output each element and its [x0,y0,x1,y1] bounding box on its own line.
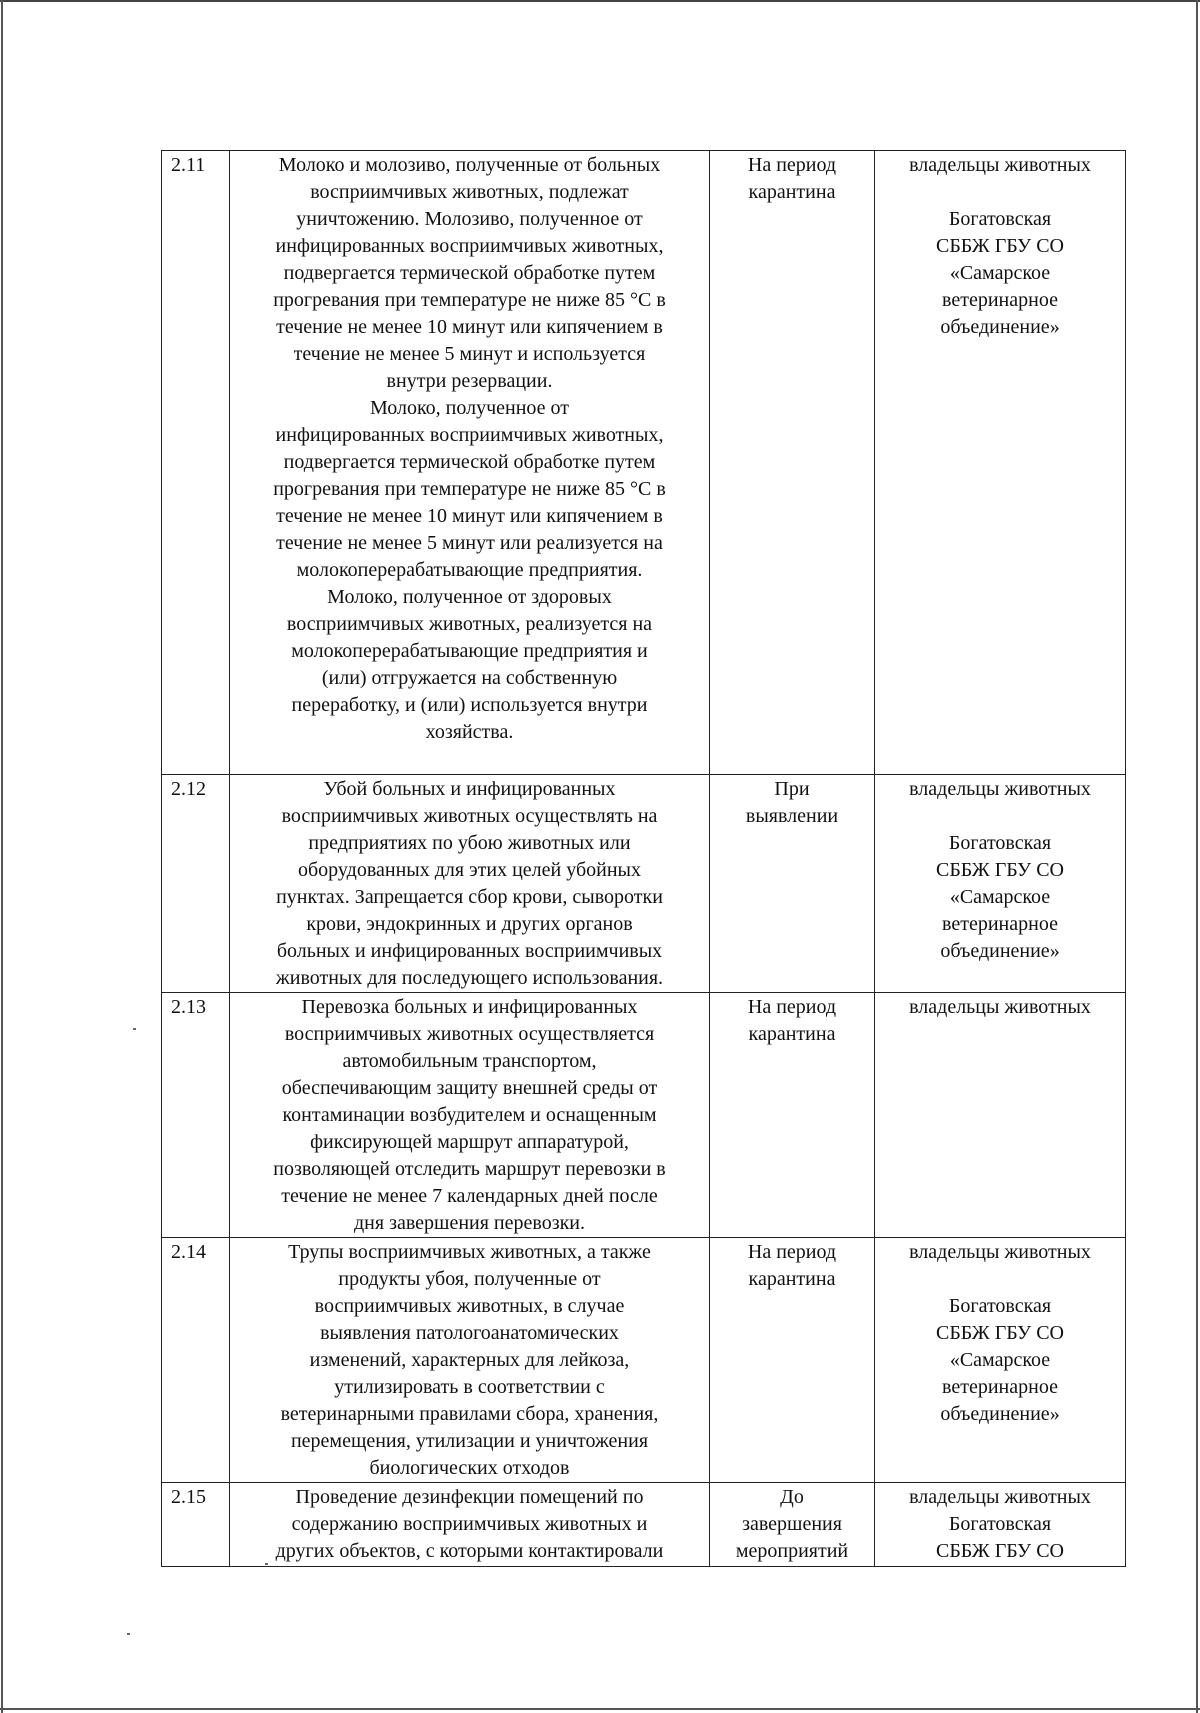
item-number: 2.15 [162,1483,230,1567]
responsible-party [875,151,1126,775]
responsible-org-line: Богатовская [948,208,1052,230]
term-line: карантина [748,181,836,203]
description-line: фиксирующей маршрут аппаратурой, [310,1131,629,1153]
responsible-org-line: СББЖ ГБУ СО [935,235,1065,257]
description-line: утилизировать в соответствии с [334,1376,605,1398]
page-border-top [0,0,1200,2]
responsible-party [875,775,1126,993]
scan-speck [133,1028,136,1030]
responsible-owners: владельцы животных [909,1241,1091,1263]
description-line: Перевозка больных и инфицированных [301,996,638,1018]
responsible-party [875,1483,1126,1567]
term-line: На период [747,1241,837,1263]
description-line: других объектов, с которыми контактировали [275,1540,664,1562]
description-line: обеспечивающим защиту внешней среды от [281,1077,658,1099]
responsible-party [875,993,1126,1238]
description-line: позволяющей отследить маршрут перевозки в [273,1158,666,1180]
description-line: молокоперерабатывающие предприятия и [291,640,648,662]
description-line: крови, эндокринных и других органов [306,913,633,935]
table-row [162,151,1126,775]
description-line: течение не менее 10 минут или кипячением в [276,505,663,527]
term-line: выявлении [745,805,839,827]
responsible-owners: владельцы животных [909,1486,1091,1508]
measures-table-body [162,151,1126,1567]
description-line: дня завершения перевозки. [353,1212,586,1234]
description-line: прогревания при температуре не ниже 85 °С в [273,478,666,500]
description-line: перемещения, утилизации и уничтожения [290,1430,649,1452]
description-line: (или) отгружается на собственную [321,667,618,689]
measure-term [710,1483,875,1567]
measure-term [710,151,875,775]
measure-description [230,775,710,993]
item-number: 2.14 [162,1238,230,1483]
description-line: подвергается термической обработке путем [283,262,656,284]
term-line: При [774,778,810,800]
term-line: На период [747,996,837,1018]
measure-description [230,1238,710,1483]
description-line: Молоко и молозиво, полученные от больных [278,154,661,176]
responsible-org-line: Богатовская [948,832,1052,854]
description-line: внутри резервации. [386,370,553,392]
scan-speck [127,1633,130,1635]
measure-term [710,775,875,993]
responsible-owners: владельцы животных [909,996,1091,1018]
description-line: изменений, характерных для лейкоза, [309,1349,630,1371]
description-line: Трупы восприимчивых животных, а также [288,1241,651,1263]
table-row [162,993,1126,1238]
description-line: Проведение дезинфекции помещений по [295,1486,644,1508]
description-line: прогревания при температуре не ниже 85 °С в [273,289,666,311]
description-line: продукты убоя, полученные от [338,1268,601,1290]
description-line: течение не менее 10 минут или кипячением в [276,316,663,338]
responsible-party [875,1238,1126,1483]
page-border-bottom [0,1708,1200,1710]
responsible-org-line: объединение» [940,1403,1060,1425]
description-line: Убой больных и инфицированных [323,778,616,800]
responsible-org-line: «Самарское [949,886,1051,908]
description-line: восприимчивых животных осуществляется [284,1023,655,1045]
description-line: пунктах. Запрещается сбор крови, сыворотки [276,886,663,908]
description-line: восприимчивых животных, реализуется на [286,613,653,635]
description-line: предприятиях по убою животных или [308,832,631,854]
measure-description [230,151,710,775]
term-line: завершения [742,1513,842,1535]
responsible-org-line: Богатовская [948,1295,1052,1317]
description-line: Молоко, полученное от [369,397,570,419]
description-line: биологических отходов [369,1457,570,1479]
responsible-org-line: «Самарское [949,1349,1051,1371]
description-line: Молоко, полученное от здоровых [327,586,612,608]
responsible-org-line: ветеринарное [942,1376,1058,1398]
description-line: автомобильным транспортом, [342,1050,597,1072]
description-line: больных и инфицированных восприимчивых [276,940,663,962]
responsible-org-line: «Самарское [949,262,1051,284]
measures-table [161,150,1126,1567]
responsible-owners: владельцы животных [909,154,1091,176]
page-border-right [1196,0,1198,1713]
description-line: выявления патологоанатомических [320,1322,619,1344]
table-row [162,1483,1126,1567]
responsible-org-line: объединение» [940,940,1060,962]
term-line: карантина [748,1268,836,1290]
table-row [162,1238,1126,1483]
responsible-org-line: объединение» [940,316,1060,338]
item-number: 2.13 [162,993,230,1238]
responsible-org-line: Богатовская [948,1513,1052,1535]
responsible-org-line: СББЖ ГБУ СО [935,1322,1065,1344]
description-line: течение не менее 5 минут или реализуется на [276,532,663,554]
responsible-org-line: СББЖ ГБУ СО [935,859,1065,881]
description-line: восприимчивых животных, в случае [314,1295,625,1317]
responsible-org-line: СББЖ ГБУ СО [935,1540,1065,1562]
description-line: контаминации возбудителем и оснащенным [282,1104,657,1126]
description-line: восприимчивых животных, подлежат [310,181,629,203]
description-line: инфицированных восприимчивых животных, [275,235,664,257]
description-line: течение не менее 7 календарных дней после [281,1185,658,1207]
responsible-owners: владельцы животных [909,778,1091,800]
measure-term [710,993,875,1238]
page-border-left [1,0,3,1713]
term-line: На период [747,154,837,176]
measure-description [230,1483,710,1567]
responsible-org-line: ветеринарное [942,289,1058,311]
measure-description [230,993,710,1238]
table-row [162,775,1126,993]
description-line: инфицированных восприимчивых животных, [275,424,664,446]
term-line: карантина [748,1023,836,1045]
spacer [879,803,1121,830]
term-line: До [780,1486,804,1508]
description-line: восприимчивых животных осуществлять на [281,805,658,827]
item-number: 2.12 [162,775,230,993]
description-line: течение не менее 5 минут и используется [293,343,646,365]
measure-term [710,1238,875,1483]
description-line: содержанию восприимчивых животных и [291,1513,648,1535]
description-line: животных для последующего использования. [275,967,664,989]
responsible-org-line: ветеринарное [942,913,1058,935]
description-line: молокоперерабатывающие предприятия. [296,559,643,581]
description-line: хозяйства. [425,721,514,743]
spacer [879,1266,1121,1293]
description-line: оборудованных для этих целей убойных [297,859,641,881]
spacer [879,179,1121,206]
term-line: мероприятий [735,1540,849,1562]
description-line: подвергается термической обработке путем [283,451,656,473]
description-line: уничтожению. Молозиво, полученное от [296,208,643,230]
description-line: ветеринарными правилами сбора, хранения, [280,1403,659,1425]
item-number: 2.11 [162,151,230,775]
description-line: переработку, и (или) используется внутри [291,694,648,716]
